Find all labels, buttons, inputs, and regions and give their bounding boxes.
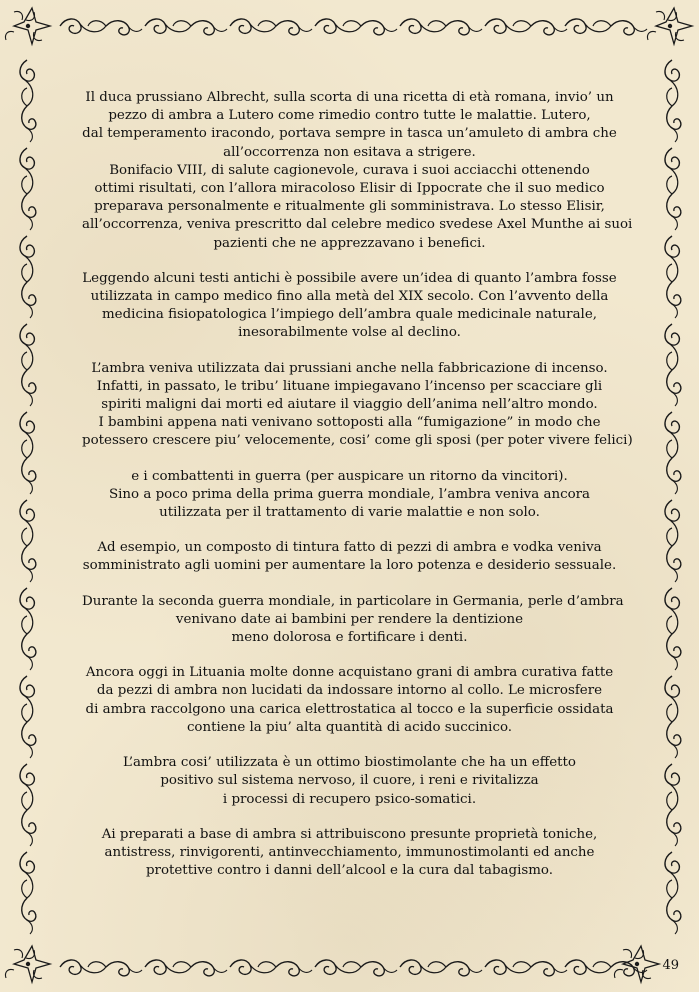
paragraph-incenso — [82, 360, 633, 451]
text-line: somministrato agli uomini per aumentare la loro potenza e desiderio sessuale. — [82, 558, 617, 574]
text-line: utilizzata in campo medico fino alla metà del XIX secolo. Con l’avvento della — [90, 289, 609, 305]
text-line: antistress, rinvigorenti, antinvecchiamento, immunostimolanti ed anche — [104, 844, 595, 860]
text-line: pezzo di ambra a Lutero come rimedio contro tutte le malattie. Lutero, — [108, 108, 591, 124]
text-line: contiene la piu’ alta quantità di acido succinico. — [186, 719, 513, 735]
text-line: da pezzi di ambra non lucidati da indossare intorno al collo. Le microsfere — [96, 683, 603, 699]
text-line: Sino a poco prima della prima guerra mondiale, l’ambra veniva ancora — [108, 486, 591, 502]
text-line: Ai preparati a base di ambra si attribuiscono presunte proprietà toniche, — [101, 826, 598, 842]
text-line: Infatti, in passato, le tribu’ lituane impiegavano l’incenso per scacciare gli — [96, 378, 603, 394]
corner-ornament-top-left — [5, 8, 50, 44]
page-number: 49 — [662, 958, 679, 973]
text-line: utilizzata per il trattamento di varie malattie e non solo. — [159, 505, 540, 521]
text-line: potessero crescere piu’ velocemente, cosi’ come gli sposi (per poter vivere felici) — [82, 433, 633, 449]
text-line: e i combattenti in guerra (per auspicare un ritorno da vincitori). — [131, 468, 568, 484]
corner-ornament-top-right — [647, 8, 692, 44]
corner-ornament-bottom-right — [614, 946, 659, 982]
bottom-border — [60, 960, 647, 976]
right-border — [665, 60, 681, 934]
text-line: preparava personalmente e ritualmente gli somministrava. Lo stesso Elisir, — [94, 199, 605, 215]
text-line: L’ambra veniva utilizzata dai prussiani anche nella fabbricazione di incenso. — [91, 360, 608, 376]
text-line: Durante la seconda guerra mondiale, in particolare in Germania, perle d’ambra — [82, 593, 624, 609]
text-line: inesorabilmente volse al declino. — [238, 325, 461, 341]
text-line: protettive contro i danni dell’alcool e la cura dal tabagismo. — [145, 863, 554, 879]
text-line: L’ambra cosi’ utilizzata è un ottimo biostimolante che ha un effetto — [123, 755, 576, 771]
text-line: venivano date ai bambini per rendere la dentizione — [175, 611, 524, 627]
text-line: positivo sul sistema nervoso, il cuore, i reni e rivitalizza — [160, 773, 539, 789]
text-line: dal temperamento iracondo, portava sempre in tasca un’amuleto di ambra che — [82, 126, 617, 142]
corner-ornament-bottom-left — [5, 946, 50, 982]
paragraph-biostimolante — [82, 754, 617, 809]
text-line: I bambini appena nati venivano sottoposti alla “fumigazione” in modo che — [98, 415, 601, 431]
text-line: all’occorrenza, veniva prescritto dal celebre medico svedese Axel Munthe ai suoi — [82, 217, 633, 233]
text-line: Ancora oggi in Lituania molte donne acquistano grani di ambra curativa fatte — [85, 665, 614, 681]
text-line: Ad esempio, un composto di tintura fatto di pezzi di ambra e vodka veniva — [97, 540, 602, 556]
text-line: spiriti maligni dai morti ed aiutare il viaggio dell’anima nell’altro mondo. — [101, 397, 598, 413]
text-line: meno dolorosa e fortificare i denti. — [231, 630, 468, 646]
paragraph-albrecht-lutero — [82, 89, 633, 253]
text-line: pazienti che ne apprezzavano i benefici. — [213, 235, 486, 251]
top-border — [60, 19, 647, 35]
body-text — [82, 89, 633, 897]
paragraph-combattenti — [82, 468, 617, 523]
paragraph-lituania — [82, 664, 617, 737]
paragraph-seconda-guerra — [82, 593, 624, 648]
paragraph-testi-antichi — [82, 270, 617, 343]
left-border — [20, 60, 36, 934]
text-line: all’occorrenza non esitava a strigere. — [223, 144, 476, 160]
text-line: Leggendo alcuni testi antichi è possibile avere un’idea di quanto l’ambra fosse — [82, 270, 617, 286]
text-line: i processi di recupero psico-somatici. — [222, 791, 477, 807]
text-line: ottimi risultati, con l’allora miracoloso Elisir di Ippocrate che il suo medico — [94, 181, 605, 197]
text-line: di ambra raccolgono una carica elettrostatica al tocco e la superficie ossidata — [85, 701, 614, 717]
text-line: medicina fisiopatologica l’impiego dell’ambra quale medicinale naturale, — [101, 307, 598, 323]
text-line: Il duca prussiano Albrecht, sulla scorta di una ricetta di età romana, invio’ un — [85, 90, 614, 105]
paragraph-tintura-vodka — [82, 539, 617, 575]
paragraph-preparati — [82, 826, 617, 881]
text-line: Bonifacio VIII, di salute cagionevole, curava i suoi acciacchi ottenendo — [109, 162, 590, 178]
